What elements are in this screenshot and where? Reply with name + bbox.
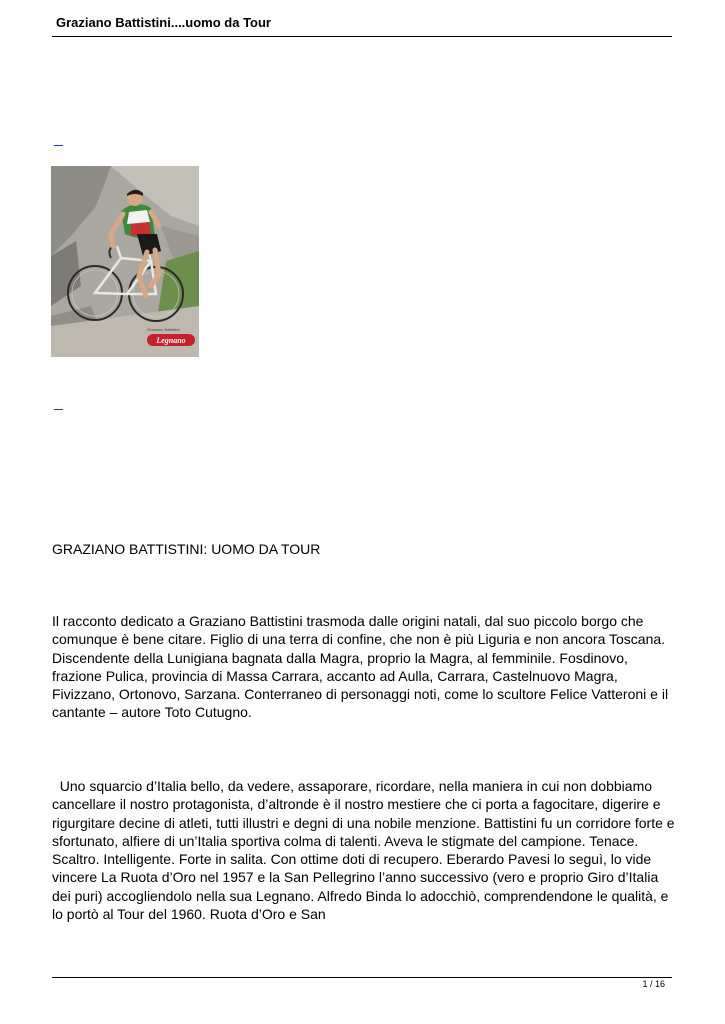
cyclist-photo [51, 166, 199, 357]
svg-text:Legnano: Legnano [156, 336, 186, 345]
image-link-bottom[interactable] [54, 409, 63, 410]
header-divider [52, 36, 672, 37]
page-number: 1 / 16 [642, 979, 665, 989]
article-paragraph-2: Uno squarcio d’Italia bello, da vedere, assaporare, ricordare, nella maniera in cui non dobbiamo cancellare il nostro protagonista, d’altronde è il nostro mestiere che ci porta a fagocitare, digerire e rigurgitare decine di atleti, tutti illustri e degni di una nobile menzione. Battistini fu un corridore forte e sfortunato, alfiere di un’Italia sportiva colma di talenti. Aveva le stigmate del campione. Tenace. Scaltro. Intelligente. Forte in salita. Con ottime doti di recupero. Eberardo Pavesi lo seguì, lo vide vincere La Ruota d’Oro nel 1957 e la San Pellegrino l’anno successivo (vero e proprio Giro d’Italia dei puri) accogliendolo nella sua Legnano. Alfredo Binda lo adocchiò, comprendendone le qualità, e lo portò al Tour del 1960. Ruota d’Oro e San [52, 778, 679, 923]
article-paragraph-1: Il racconto dedicato a Graziano Battistini trasmoda dalle origini natali, dal suo piccolo borgo che comunque è bene citare. Figlio di una terra di confine, che non è più Liguria e non ancora Toscana. Discendente della Lunigiana bagnata dalla Magra, proprio la Magra, al femminile. Fosdinovo, frazione Pulica, provincia di Massa Carrara, accanto ad Aulla, Carrara, Castelnuovo Magra, Fivizzano, Ortonovo, Sarzana. Conterraneo di personaggi noti, come lo scultore Felice Vatteroni e il cantante – autore Toto Cutugno. [52, 613, 669, 721]
image-link-top[interactable] [54, 145, 63, 146]
article-heading: GRAZIANO BATTISTINI: UOMO DA TOUR [52, 541, 321, 557]
footer-divider [52, 977, 672, 978]
svg-text:Graziano Battistini: Graziano Battistini [147, 327, 180, 332]
document-header-title: Graziano Battistini....uomo da Tour [56, 15, 271, 30]
